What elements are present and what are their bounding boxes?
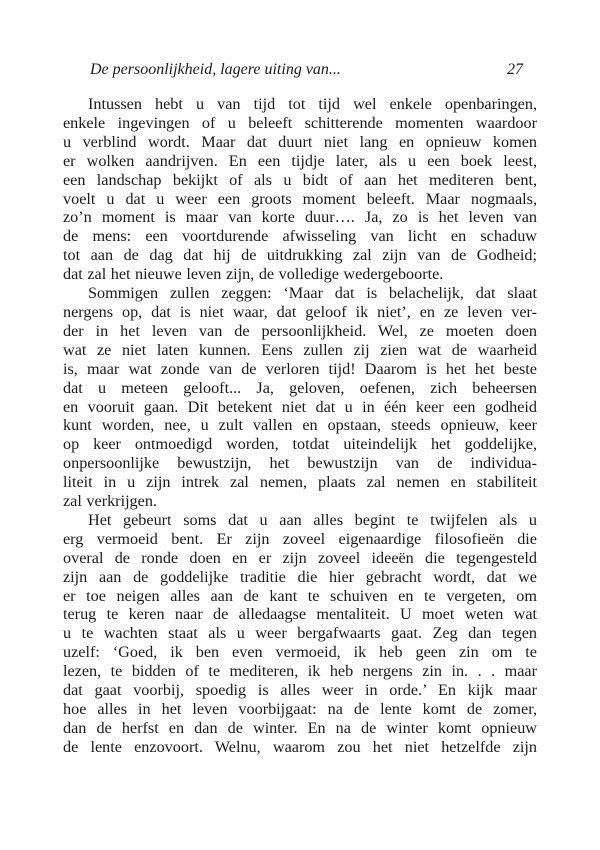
running-header [90,60,523,79]
text-line: de mens: een voortdurende afwisseling van licht en schaduw [63,227,537,246]
text-line: overal de ronde doen en er zijn zoveel ideeën die tegengesteld [63,548,537,567]
text-line: onpersoonlijke bewustzijn, het bewustzijn van de individua- [63,454,537,473]
text-line: nergens op, dat is niet waar, dat geloof ik niet’, en ze leven ver- [63,302,537,321]
text-line: een landschap bekijkt of als u bidt of aan het mediteren bent, [63,170,537,189]
text-line: is, maar wat zonde van de verloren tijd! Daarom is het het beste [63,359,537,378]
text-line: er wolken aandrijven. En een tijdje later, als u een boek leest, [63,151,537,170]
text-line: Sommigen zullen zeggen: ‘Maar dat is belachelijk, dat slaat [88,284,537,303]
text-line: lezen, te bidden of te mediteren, ik heb nergens zin in. . . maar [63,662,537,681]
body-text [63,95,537,757]
text-line: tot aan de dag dat hij de uitdrukking zal zijn van de Godheid; [63,246,537,265]
text-line: erg vermoeid bent. Er zijn zoveel eigenaardige filosofieën die [63,529,537,548]
text-line: zijn aan de goddelijke traditie die hier gebracht wordt, dat we [63,567,537,586]
text-line: dat u meteen gelooft... Ja, geloven, oefenen, zich beheersen [63,378,537,397]
text-line: er toe neigen alles aan de kant te schuiven en te vergeten, om [63,586,537,605]
text-line: dat zal het nieuwe leven zijn, de volledige wedergeboorte. [63,265,444,284]
text-line: liteit in u zijn intrek zal nemen, plaats zal nemen en stabiliteit [63,473,537,492]
text-line: terug te keren naar de alledaagse mentaliteit. U moet weten wat [63,605,537,624]
page-number: 27 [507,61,523,78]
text-line: en vooruit gaan. Dit betekent niet dat u in één keer een godheid [63,397,537,416]
text-line: op keer ontmoedigd worden, totdat uiteindelijk het goddelijke, [63,435,537,454]
text-line: hoe alles in het leven voorbijgaat: na de lente komt de zomer, [63,700,537,718]
text-line: voelt u dat u weer een groots moment beleeft. Maar nogmaals, [63,189,537,208]
text-line: kunt worden, nee, u zult vallen en opstaan, steeds opnieuw, keer [63,416,537,435]
text-line: Intussen hebt u van tijd tot tijd wel enkele openbaringen, [88,95,537,113]
text-line: enkele ingevingen of u beleeft schitterende momenten waardoor [63,113,537,132]
text-line: Het gebeurt soms dat u aan alles begint te twijfelen als u [88,510,537,529]
text-line: dan de herfst en dan de winter. En na de winter komt opnieuw [63,718,537,737]
text-line: uzelf: ‘Goed, ik ben even vermoeid, ik heb geen zin om te [63,643,537,662]
text-line: wat ze niet laten kunnen. Eens zullen zij zien wat de waarheid [63,340,537,359]
text-line: zal verkrijgen. [63,492,157,511]
text-line: u te wachten staat als u weer bergafwaarts gaat. Zeg dan tegen [63,624,537,643]
text-line: u verblind wordt. Maar dat duurt niet lang en opnieuw komen [63,132,537,151]
text-line: zo’n moment is maar van korte duur…. Ja, zo is het leven van [63,208,537,227]
text-line: dat gaat voorbij, spoedig is alles weer in orde.’ En kijk maar [63,681,537,700]
text-line: de lente enzovoort. Welnu, waarom zou het niet hetzelfde zijn [63,737,537,756]
chapter-title: De persoonlijkheid, lagere uiting van... [90,61,341,78]
text-line: der in het leven van de persoonlijkheid. Wel, ze moeten doen [63,321,537,340]
